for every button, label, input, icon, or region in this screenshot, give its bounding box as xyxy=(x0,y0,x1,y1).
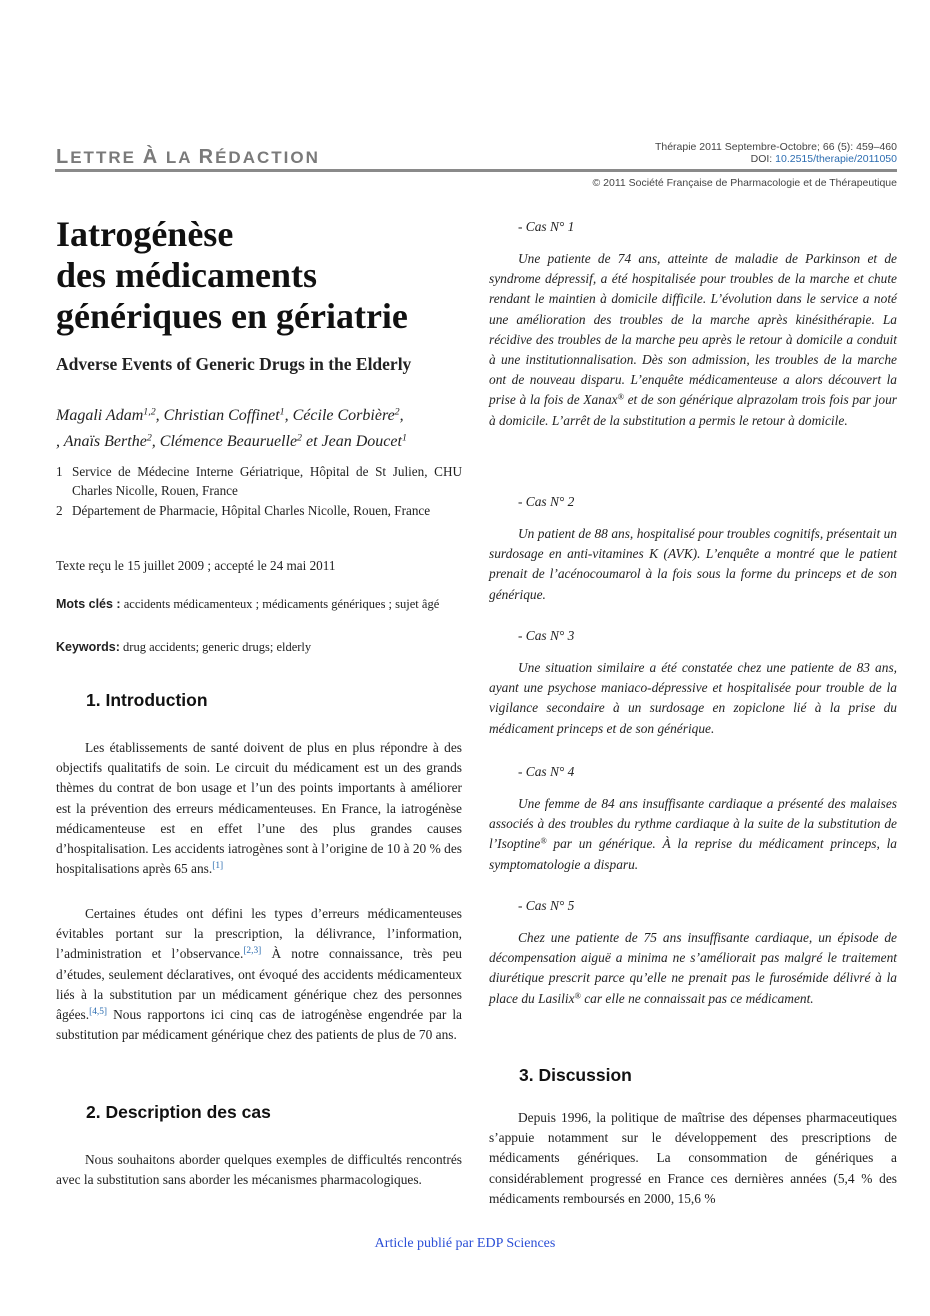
doi-link[interactable]: 10.2515/therapie/2011050 xyxy=(775,153,897,165)
citation-link[interactable]: [4,5] xyxy=(89,1006,108,1017)
keywords: Keywords: drug accidents; generic drugs; elderly xyxy=(56,640,312,654)
author-list: Magali Adam$^{1,2}$, Christian Coffinet$^1$, Cécile Corbière$^2$, , Anaïs Berthe$^2$, Clémence Beauruelle$^2$ et Jean Doucet$^1$ xyxy=(56,406,407,450)
intro-paragraph-2: Certaines études ont défini les types d’erreurs médicamenteuses évitables portant sur la prescription, la délivrance, l’information, l’administration et l’observance.[2,3] À notre connaissance, très peu d’études, seulement déclaratives, ont évoqué des accidents médicamenteux liés à la substitution par un médicament générique chez des personnes âgées.[4,5] Nous rapportons ici cinq cas de iatrogénèse engendrée par la substitution par médicament générique chez des patients de plus de 70 ans. xyxy=(56,906,462,1043)
intro-paragraph-1: Les établissements de santé doivent de plus en plus répondre à des objectifs qualitatifs de soin. Le circuit du médicament est un des grands thèmes du contrat de bon usage et l’un des points importants à améliorer est la prévention des erreurs médicamenteuses. En France, la iatrogénèse médicamenteuse est en effet l’une des plus grandes causes d’hospitalisation. Les accidents iatrogènes sont à l’origine de 10 à 20 % des hospitalisations après 65 ans.[1] xyxy=(56,740,462,877)
journal-info xyxy=(655,141,897,165)
case-text-5: Chez une patiente de 75 ans insuffisante cardiaque, un épisode de décompensation aiguë a minima ne s’améliorait pas malgré le traitement diurétique prescrit parce qu’elle ne prenait pas le furosémide délivré à la place du Lasilix® car elle ne connaissait pas ce médicament. xyxy=(489,930,897,1006)
section-heading-description: 2. Description des cas xyxy=(86,1102,271,1122)
affiliation-item: 1 Service de Médecine Interne Gériatrique, Hôpital de St Julien, CHU Charles Nicolle, Rouen, France xyxy=(56,464,462,498)
received-date: Texte reçu le 15 juillet 2009 ; accepté le 24 mai 2011 xyxy=(56,558,336,573)
case-text-2: Un patient de 88 ans, hospitalisé pour troubles cognitifs, présentait un surdosage en anti-vitamines K (AVK). L’enquête a montré que le patient prenait de l’acénocoumarol à la fois sous la forme du princeps et de son générique. xyxy=(489,526,897,602)
affiliation-item: 2 Département de Pharmacie, Hôpital Charles Nicolle, Rouen, France xyxy=(56,503,431,518)
case-label-4: - Cas N° 4 xyxy=(518,764,575,779)
section-heading-discussion: 3. Discussion xyxy=(519,1065,632,1085)
affiliations xyxy=(56,463,462,523)
case-text-4: Une femme de 84 ans insuffisante cardiaque a présenté des malaises associés à des troubles du rythme cardiaque à la suite de la substitution de l’Isoptine® par un générique. À la reprise du médicament princeps, la symptomatologie a disparu. xyxy=(489,796,897,872)
article-title xyxy=(56,214,462,337)
description-paragraph: Nous souhaitons aborder quelques exemples de difficultés rencontrés avec la substitution sans aborder les mécanismes pharmacologiques. xyxy=(56,1152,462,1188)
article-subtitle: Adverse Events of Generic Drugs in the Elderly xyxy=(56,354,412,374)
title-line: des médicaments xyxy=(56,255,317,295)
copyright: © 2011 Société Française de Pharmacologie et de Thérapeutique xyxy=(592,177,897,189)
case-label-3: - Cas N° 3 xyxy=(518,628,575,643)
header-rule xyxy=(55,169,897,172)
publisher-footer[interactable]: Article publié par EDP Sciences xyxy=(374,1236,556,1251)
case-text-1: Une patiente de 74 ans, atteinte de maladie de Parkinson et de syndrome dépressif, a été hospitalisée pour troubles de la marche et chute rendant le maintien à domicile difficile. L’évolution dans le service a noté une amélioration des troubles de la marche après kinésithérapie. La récidive des troubles de la marche peu après le retour à domicile a conduit à une institutionnalisation. Dès son admission, les troubles de la marche ont de nouveau disparu. L’enquête médicamenteuse a alors découvert la prise à la fois de Xanax® et de son générique alprazolam trois fois par jour à domicile. L’arrêt de la substitution a permis le retour à domicile. xyxy=(489,251,897,428)
mots-cles: Mots clés : accidents médicamenteux ; médicaments génériques ; sujet âgé xyxy=(56,597,440,611)
case-label-5: - Cas N° 5 xyxy=(518,898,575,913)
journal-citation: Thérapie 2011 Septembre-Octobre; 66 (5): 459–460 xyxy=(654,141,897,153)
section-heading-introduction: 1. Introduction xyxy=(86,690,208,710)
citation-link[interactable]: [1] xyxy=(212,861,224,872)
citation-link[interactable]: [2,3] xyxy=(243,946,262,957)
discussion-paragraph: Depuis 1996, la politique de maîtrise des dépenses pharmaceutiques s’appuie notamment sur le développement des prescriptions de médicaments génériques. La consommation de génériques a considérablement progressé en France ces dernières années (5,4 % des médicaments remboursés en 2000, 15,6 % xyxy=(489,1110,897,1206)
case-label-1: - Cas N° 1 xyxy=(518,219,575,234)
case-label-2: - Cas N° 2 xyxy=(518,494,575,509)
title-line: génériques en gériatrie xyxy=(56,296,408,336)
section-label: LETTRE À LA RÉDACTION xyxy=(56,146,320,168)
title-line: Iatrogénèse xyxy=(56,214,234,254)
case-text-3: Une situation similaire a été constatée chez une patiente de 83 ans, ayant une psychose maniaco-dépressive et hospitalisée pour trouble de la vigilance secondaire à un surdosage en zopiclone lié à la prise du médicament princeps et de son générique. xyxy=(489,660,897,736)
doi-label: DOI: xyxy=(750,153,776,165)
